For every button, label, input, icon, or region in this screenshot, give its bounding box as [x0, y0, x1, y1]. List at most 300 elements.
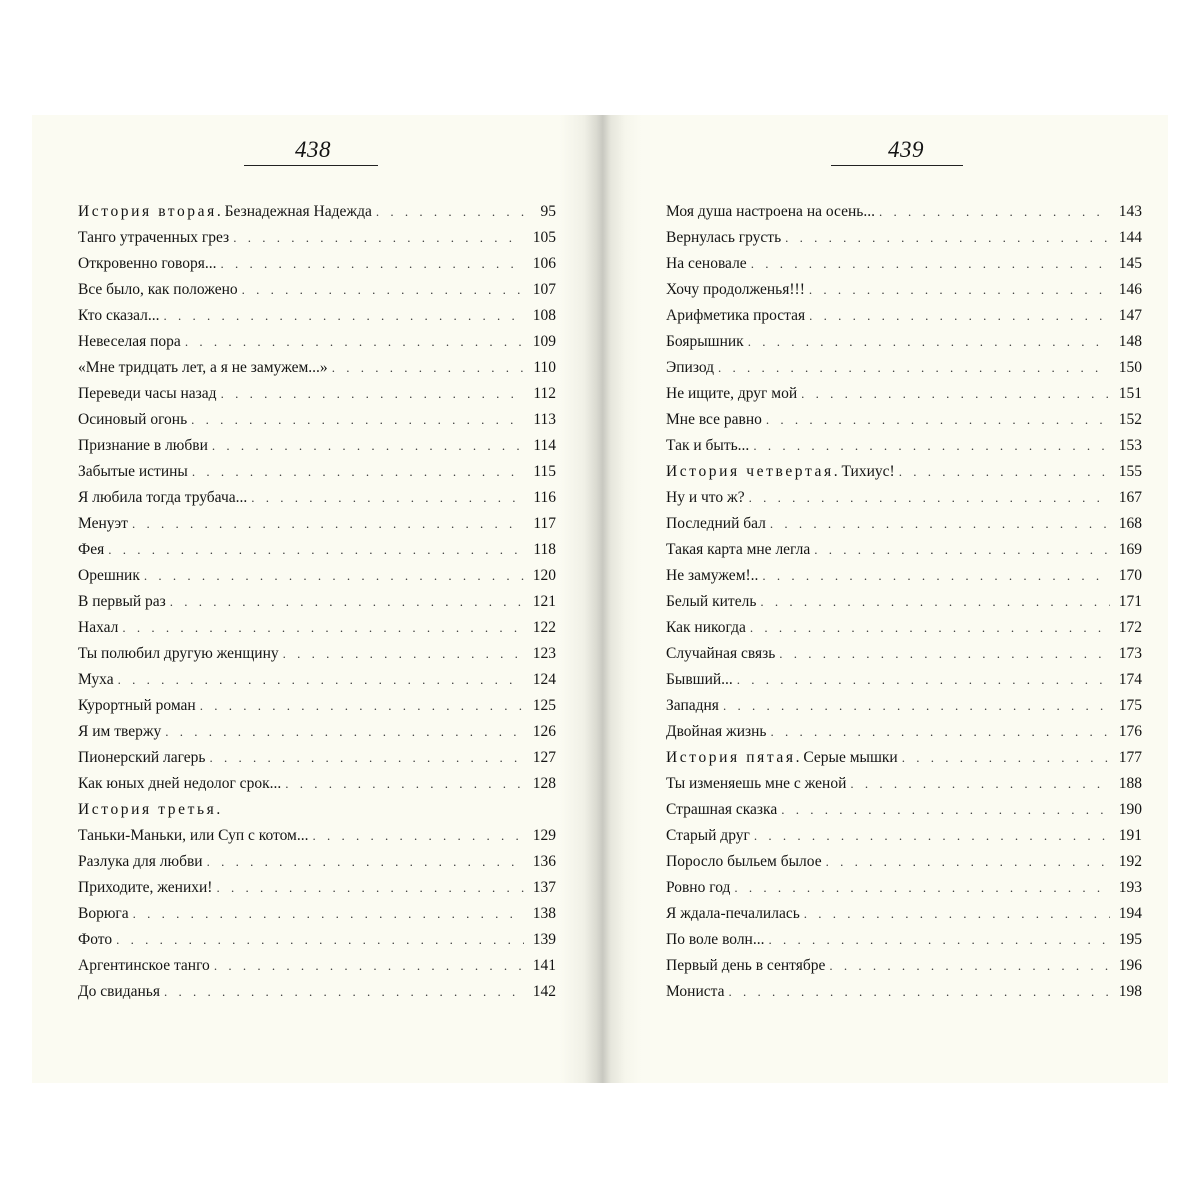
entry-title [78, 641, 279, 667]
entry-title-text: Пионерский лагерь [78, 749, 206, 766]
entry-title [78, 537, 104, 563]
entry-title-text: Забытые истины [78, 463, 188, 480]
entry-title-text: Вернулась грусть [666, 229, 782, 246]
entry-page-number: 176 [1118, 723, 1142, 740]
book-gutter [560, 115, 642, 1083]
entry-page-number: 120 [532, 567, 556, 584]
entry-page-number: 123 [532, 645, 556, 662]
entry-page-number: 193 [1118, 879, 1142, 896]
entry-title-text: История вторая [78, 203, 217, 220]
entry-title-text: Разлука для любви [78, 853, 203, 870]
toc-entry [78, 901, 556, 927]
entry-title-text: Мне все равно [666, 411, 762, 428]
entry-title-text: Белый китель [666, 593, 757, 610]
entry-title [666, 329, 744, 355]
dot-leader [116, 927, 524, 953]
entry-title-text: Ну и что ж? [666, 489, 745, 506]
entry-page-number: 95 [540, 203, 556, 220]
toc-section-heading [78, 797, 556, 823]
entry-page-number: 192 [1118, 853, 1142, 870]
entry-page-number: 194 [1118, 905, 1142, 922]
entry-page-number: 172 [1118, 619, 1142, 636]
dot-leader [170, 589, 524, 615]
dot-leader [133, 901, 524, 927]
entry-title-text: Не ищите, друг мой [666, 385, 798, 402]
entry-title-text: Мониста [666, 983, 725, 1000]
entry-title-text: В первый раз [78, 593, 166, 610]
entry-title-text: Осиновый огонь [78, 411, 188, 428]
entry-title [666, 771, 846, 797]
dot-leader [749, 485, 1110, 511]
entry-page-number: 188 [1118, 775, 1142, 792]
toc-entry [666, 693, 1142, 719]
entry-title-text: Приходите, женихи! [78, 879, 213, 896]
toc-entry [78, 615, 556, 641]
toc-entry [666, 823, 1142, 849]
toc-entry [78, 329, 556, 355]
toc-entry [666, 251, 1142, 277]
entry-title [666, 667, 733, 693]
entry-subtitle: . Тихиус! [833, 463, 895, 480]
entry-page-number: 129 [532, 827, 556, 844]
entry-page-number: 126 [532, 723, 556, 740]
dot-leader [233, 225, 524, 251]
toc-entry [666, 667, 1142, 693]
dot-leader [728, 979, 1110, 1005]
dot-leader [750, 615, 1110, 641]
entry-title-text: Ворюга [78, 905, 129, 922]
dot-leader [210, 745, 524, 771]
entry-title-text: Ты полюбил другую женщину [78, 645, 279, 662]
toc-section-heading [666, 459, 1142, 485]
dot-leader [751, 251, 1110, 277]
entry-title-text: Страшная сказка [666, 801, 778, 818]
entry-title [666, 927, 764, 953]
entry-title [666, 589, 756, 615]
entry-title [78, 199, 372, 225]
dot-leader [829, 953, 1110, 979]
toc-entry [666, 407, 1142, 433]
entry-page-number: 167 [1118, 489, 1142, 506]
entry-page-number: 137 [532, 879, 556, 896]
entry-page-number: 122 [532, 619, 556, 636]
entry-page-number: 110 [533, 359, 556, 376]
dot-leader [809, 303, 1110, 329]
entry-title [78, 407, 187, 433]
dot-leader [242, 277, 524, 303]
dot-leader [118, 667, 524, 693]
entry-title-text: Я ждала-печалилась [666, 905, 800, 922]
entry-title [78, 875, 212, 901]
entry-title [666, 355, 714, 381]
entry-page-number: 147 [1118, 307, 1142, 324]
entry-title-text: Фея [78, 541, 105, 558]
right-page [666, 115, 1144, 1083]
toc-entry [666, 875, 1142, 901]
entry-title-text: Не замужем!.. [666, 567, 759, 584]
entry-title [666, 537, 810, 563]
dot-leader [332, 355, 524, 381]
entry-title-text: Двойная жизнь [666, 723, 767, 740]
toc-entry [666, 355, 1142, 381]
dot-leader [283, 641, 524, 667]
dot-leader [191, 407, 524, 433]
entry-page-number: 169 [1118, 541, 1142, 558]
entry-title [78, 329, 181, 355]
entry-title-text: История пятая [666, 749, 796, 766]
entry-title [78, 485, 247, 511]
entry-title-text: Старый друг [666, 827, 750, 844]
entry-title [666, 277, 805, 303]
toc-entry [666, 927, 1142, 953]
toc-entry [666, 953, 1142, 979]
dot-leader [285, 771, 524, 797]
entry-title-text: Первый день в сентябре [666, 957, 826, 974]
entry-page-number: 152 [1118, 411, 1142, 428]
toc-entry [78, 979, 556, 1005]
entry-title-text: Такая карта мне легла [666, 541, 811, 558]
entry-title-text: Арифметика простая [666, 307, 806, 324]
entry-page-number: 177 [1118, 749, 1142, 766]
entry-title [666, 381, 797, 407]
entry-page-number: 138 [532, 905, 556, 922]
table-of-contents [78, 199, 556, 1005]
entry-subtitle: . Серые мышки [795, 749, 898, 766]
entry-title [78, 589, 166, 615]
entry-title [666, 693, 719, 719]
entry-title [666, 407, 762, 433]
entry-title [666, 979, 724, 1005]
dot-leader [144, 563, 524, 589]
entry-title [78, 251, 217, 277]
toc-entry [78, 511, 556, 537]
entry-page-number: 174 [1118, 671, 1142, 688]
entry-page-number: 196 [1118, 957, 1142, 974]
entry-title-text: Ты изменяешь мне с женой [666, 775, 847, 792]
entry-title-text: Муха [78, 671, 114, 688]
dot-leader [251, 485, 524, 511]
entry-title [666, 875, 730, 901]
entry-title-text: Эпизод [666, 359, 715, 376]
dot-leader [718, 355, 1110, 381]
entry-title-text: Западня [666, 697, 719, 714]
dot-leader [814, 537, 1110, 563]
entry-page-number: 121 [532, 593, 556, 610]
entry-page-number: 191 [1118, 827, 1142, 844]
toc-entry [78, 355, 556, 381]
toc-entry [78, 433, 556, 459]
toc-entry [666, 225, 1142, 251]
entry-page-number: 171 [1118, 593, 1142, 610]
toc-entry [78, 667, 556, 693]
entry-page-number: 151 [1118, 385, 1142, 402]
dot-leader [734, 875, 1110, 901]
entry-title [78, 693, 196, 719]
toc-entry [666, 381, 1142, 407]
entry-page-number: 143 [1118, 203, 1142, 220]
entry-page-number: 115 [533, 463, 556, 480]
entry-title [78, 849, 203, 875]
dot-leader [216, 875, 524, 901]
entry-title [78, 355, 328, 381]
entry-title [666, 303, 805, 329]
entry-title-text: Последний бал [666, 515, 766, 532]
dot-leader [768, 927, 1110, 953]
toc-entry [666, 849, 1142, 875]
entry-title-text: Случайная связь [666, 645, 776, 662]
dot-leader [801, 381, 1110, 407]
entry-title [666, 823, 750, 849]
toc-entry [666, 771, 1142, 797]
entry-page-number: 109 [532, 333, 556, 350]
dot-leader [785, 225, 1110, 251]
entry-title-text: Боярышник [666, 333, 744, 350]
dot-leader [762, 563, 1110, 589]
entry-title [666, 563, 758, 589]
entry-title-text: Я им твержу [78, 723, 162, 740]
toc-entry [666, 433, 1142, 459]
entry-page-number: 112 [533, 385, 556, 402]
toc-entry [78, 641, 556, 667]
toc-entry [78, 459, 556, 485]
entry-title-text: История четвертая [666, 463, 834, 480]
dot-leader [207, 849, 524, 875]
entry-title [78, 823, 309, 849]
dot-leader [221, 381, 524, 407]
dot-leader [165, 719, 524, 745]
entry-title [666, 641, 775, 667]
entry-title [666, 459, 895, 485]
entry-title [666, 901, 800, 927]
entry-title [78, 797, 220, 823]
page-number: 439 [888, 137, 924, 162]
toc-entry [78, 381, 556, 407]
toc-entry [78, 563, 556, 589]
toc-entry [78, 485, 556, 511]
entry-page-number: 116 [533, 489, 556, 506]
entry-title-text: На сеновале [666, 255, 747, 272]
entry-page-number: 190 [1118, 801, 1142, 818]
toc-entry [78, 537, 556, 563]
entry-title [666, 225, 781, 251]
header-rule [244, 165, 378, 166]
entry-title [78, 953, 210, 979]
entry-title [666, 953, 825, 979]
entry-page-number: 117 [533, 515, 556, 532]
toc-section-heading [78, 199, 556, 225]
dot-leader [221, 251, 524, 277]
entry-title-text: Откровенно говоря... [78, 255, 217, 272]
toc-entry [666, 511, 1142, 537]
dot-leader [754, 823, 1110, 849]
entry-page-number: 195 [1118, 931, 1142, 948]
entry-page-number: 145 [1118, 255, 1142, 272]
dot-leader [826, 849, 1110, 875]
entry-title-text: Танго утраченных грез [78, 229, 230, 246]
page-number: 438 [295, 137, 331, 162]
dot-leader [879, 199, 1110, 225]
entry-title [78, 719, 161, 745]
entry-title [78, 771, 281, 797]
entry-subtitle: . Безнадежная Надежда [216, 203, 372, 220]
toc-entry [78, 407, 556, 433]
entry-title [666, 849, 822, 875]
entry-title-text: Бывший... [666, 671, 733, 688]
toc-section-heading [666, 745, 1142, 771]
toc-entry [666, 485, 1142, 511]
entry-title-text: История третья [78, 801, 217, 818]
entry-title [666, 511, 766, 537]
toc-entry [666, 303, 1142, 329]
entry-title [666, 615, 746, 641]
entry-title [666, 719, 767, 745]
dot-leader [723, 693, 1110, 719]
entry-title [78, 615, 118, 641]
entry-title [78, 277, 238, 303]
entry-title-text: Менуэт [78, 515, 128, 532]
entry-title [78, 303, 160, 329]
dot-leader [770, 511, 1110, 537]
dot-leader [804, 901, 1110, 927]
entry-page-number: 113 [533, 411, 556, 428]
dot-leader [753, 433, 1110, 459]
dot-leader [212, 433, 524, 459]
entry-page-number: 144 [1118, 229, 1142, 246]
entry-page-number: 198 [1118, 983, 1142, 1000]
toc-entry [666, 589, 1142, 615]
entry-title-text: Поросло быльем былое [666, 853, 822, 870]
entry-title-text: До свиданья [78, 983, 160, 1000]
dot-leader [737, 667, 1110, 693]
toc-entry [78, 953, 556, 979]
toc-entry [666, 277, 1142, 303]
toc-entry [666, 329, 1142, 355]
entry-title [78, 979, 160, 1005]
entry-page-number: 148 [1118, 333, 1142, 350]
dot-leader [164, 303, 525, 329]
entry-title [78, 433, 208, 459]
dot-leader [760, 589, 1110, 615]
entry-title [666, 485, 745, 511]
entry-title-text: Как никогда [666, 619, 746, 636]
entry-page-number: 108 [532, 307, 556, 324]
toc-entry [78, 277, 556, 303]
entry-title [78, 901, 129, 927]
entry-page-number: 106 [532, 255, 556, 272]
dot-leader [214, 953, 524, 979]
entry-title-text: Переведи часы назад [78, 385, 217, 402]
dot-leader [771, 719, 1110, 745]
entry-title-text: Моя душа настроена на осень... [666, 203, 875, 220]
entry-title-text: Орешник [78, 567, 140, 584]
entry-title [666, 433, 749, 459]
entry-page-number: 155 [1118, 463, 1142, 480]
toc-entry [666, 719, 1142, 745]
entry-title [666, 199, 875, 225]
entry-title-text: Ровно год [666, 879, 731, 896]
entry-title-text: Хочу продолженья!!! [666, 281, 805, 298]
toc-entry [78, 589, 556, 615]
dot-leader [313, 823, 525, 849]
dot-leader [779, 641, 1110, 667]
entry-title [78, 381, 217, 407]
entry-title [78, 511, 128, 537]
dot-leader [132, 511, 524, 537]
dot-leader [108, 537, 524, 563]
entry-page-number: 139 [532, 931, 556, 948]
dot-leader [902, 745, 1110, 771]
entry-title-text: Фото [78, 931, 113, 948]
dot-leader [164, 979, 524, 1005]
entry-title-text: Таньки-Маньки, или Суп с котом... [78, 827, 309, 844]
book-spread [32, 115, 1168, 1083]
toc-entry [666, 901, 1142, 927]
dot-leader [185, 329, 524, 355]
entry-title [666, 745, 898, 771]
toc-entry [666, 979, 1142, 1005]
entry-page-number: 105 [532, 229, 556, 246]
entry-page-number: 141 [532, 957, 556, 974]
entry-title [78, 927, 112, 953]
toc-entry [666, 641, 1142, 667]
dot-leader [766, 407, 1110, 433]
entry-page-number: 107 [532, 281, 556, 298]
dot-leader [809, 277, 1110, 303]
entry-title-text: Невеселая пора [78, 333, 181, 350]
entry-title-text: «Мне тридцать лет, а я не замужем...» [78, 359, 328, 376]
entry-page-number: 150 [1118, 359, 1142, 376]
entry-title-text: По воле волн... [666, 931, 765, 948]
entry-title-text: Так и быть... [666, 437, 750, 454]
dot-leader [376, 199, 524, 225]
dot-leader [899, 459, 1110, 485]
entry-page-number: 146 [1118, 281, 1142, 298]
entry-title-text: Кто сказал... [78, 307, 160, 324]
entry-page-number: 175 [1118, 697, 1142, 714]
dot-leader [781, 797, 1110, 823]
entry-page-number: 127 [532, 749, 556, 766]
entry-title [78, 745, 206, 771]
toc-entry [78, 771, 556, 797]
toc-entry [78, 225, 556, 251]
entry-title [78, 563, 140, 589]
toc-entry [78, 693, 556, 719]
entry-title-text: Как юных дней недолог срок... [78, 775, 282, 792]
toc-entry [78, 849, 556, 875]
entry-page-number: 153 [1118, 437, 1142, 454]
entry-page-number: 125 [532, 697, 556, 714]
entry-title-text: Аргентинское танго [78, 957, 210, 974]
entry-page-number: 173 [1118, 645, 1142, 662]
entry-title [666, 797, 777, 823]
toc-entry [78, 927, 556, 953]
entry-page-number: 142 [532, 983, 556, 1000]
entry-title [78, 225, 229, 251]
toc-entry [666, 797, 1142, 823]
dot-leader [192, 459, 524, 485]
entry-title [666, 251, 747, 277]
toc-entry [666, 563, 1142, 589]
entry-title-text: Признание в любви [78, 437, 208, 454]
entry-page-number: 124 [532, 671, 556, 688]
toc-entry [78, 745, 556, 771]
entry-title [78, 667, 114, 693]
toc-entry [666, 199, 1142, 225]
entry-page-number: 170 [1118, 567, 1142, 584]
toc-entry [78, 719, 556, 745]
toc-entry [78, 875, 556, 901]
dot-leader [200, 693, 524, 719]
